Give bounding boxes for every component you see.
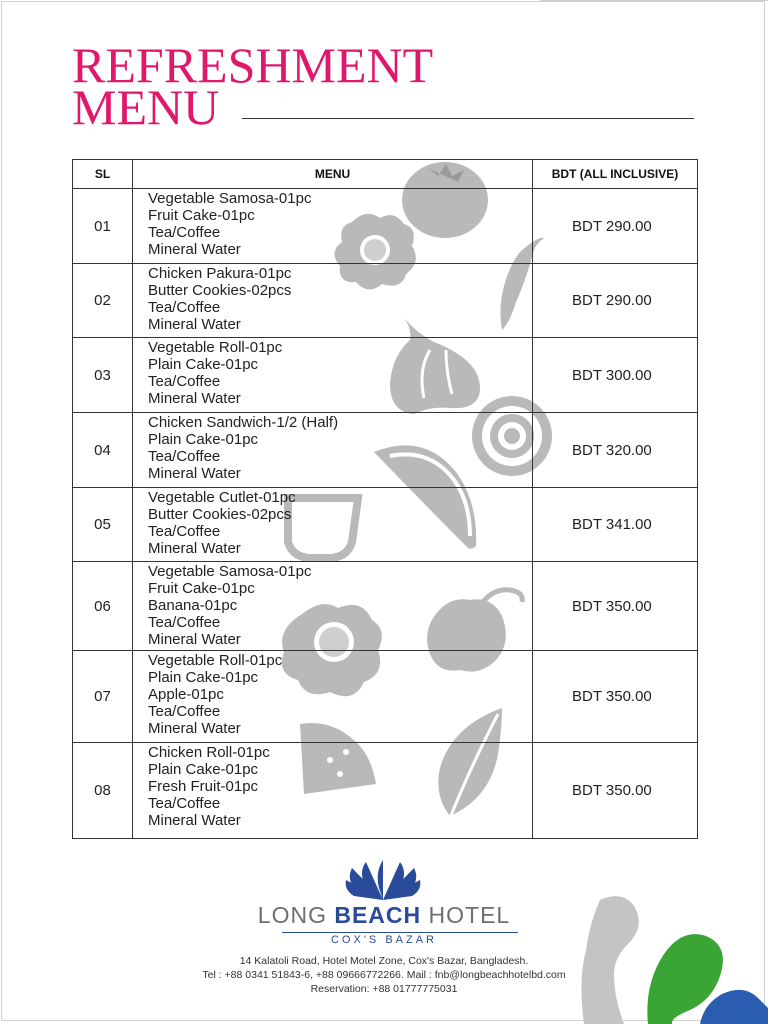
row-menu-items — [133, 189, 533, 264]
hotel-logo-shell-icon — [342, 860, 424, 902]
menu-item: Plain Cake-01pc — [148, 431, 259, 448]
header-price: BDT (ALL INCLUSIVE) — [533, 160, 698, 189]
table-row — [73, 562, 698, 651]
menu-item: Mineral Water — [148, 390, 241, 407]
table-row — [73, 651, 698, 743]
table-row — [73, 264, 698, 338]
row-menu-items — [133, 264, 533, 338]
title-line-1: REFRESHMENT — [72, 37, 434, 93]
menu-item: Tea/Coffee — [148, 448, 221, 465]
row-price: BDT 341.00 — [533, 488, 698, 562]
menu-item: Apple-01pc — [148, 686, 224, 703]
row-serial: 03 — [73, 338, 133, 413]
menu-item: Tea/Coffee — [148, 523, 221, 540]
table-row — [73, 189, 698, 264]
menu-item: Plain Cake-01pc — [148, 761, 259, 778]
row-price: BDT 300.00 — [533, 338, 698, 413]
refreshment-menu-table — [72, 159, 698, 839]
corner-line — [540, 0, 768, 1]
title-underline — [242, 118, 694, 119]
hotel-reservation: Reservation: +88 01777775031 — [310, 983, 458, 995]
menu-item: Tea/Coffee — [148, 224, 221, 241]
brand-divider — [282, 932, 518, 933]
row-menu-items — [133, 488, 533, 562]
menu-item: Mineral Water — [148, 540, 241, 557]
menu-item: Chicken Pakura-01pc — [148, 265, 292, 282]
menu-item: Banana-01pc — [148, 597, 238, 614]
hotel-address: 14 Kalatoli Road, Hotel Motel Zone, Cox's Bazar, Bangladesh. — [239, 955, 529, 967]
row-serial: 02 — [73, 264, 133, 338]
hotel-contact: Tel : +88 0341 51843-6, +88 09666772266. Mail : fnb@longbeachhotelbd.com — [202, 969, 566, 981]
row-price: BDT 320.00 — [533, 413, 698, 488]
title-line-2: MENU — [72, 79, 220, 135]
menu-item: Plain Cake-01pc — [148, 669, 259, 686]
hotel-brand-name — [0, 902, 768, 929]
table-header-row — [73, 160, 698, 189]
row-serial: 05 — [73, 488, 133, 562]
header-menu: MENU — [133, 160, 533, 189]
row-menu-items — [133, 743, 533, 839]
row-serial: 06 — [73, 562, 133, 651]
row-serial: 08 — [73, 743, 133, 839]
menu-item: Chicken Sandwich-1/2 (Half) — [148, 414, 339, 431]
menu-item: Mineral Water — [148, 631, 241, 648]
brand-beach: BEACH — [334, 902, 422, 928]
table-row — [73, 338, 698, 413]
menu-item: Vegetable Roll-01pc — [148, 339, 283, 356]
row-serial: 04 — [73, 413, 133, 488]
row-serial: 07 — [73, 651, 133, 743]
menu-item: Vegetable Cutlet-01pc — [148, 489, 296, 506]
table-row — [73, 413, 698, 488]
menu-item: Fresh Fruit-01pc — [148, 778, 259, 795]
menu-item: Tea/Coffee — [148, 795, 221, 812]
row-price: BDT 350.00 — [533, 743, 698, 839]
menu-item: Fruit Cake-01pc — [148, 580, 255, 597]
menu-item: Mineral Water — [148, 316, 241, 333]
menu-item: Mineral Water — [148, 465, 241, 482]
row-menu-items — [133, 338, 533, 413]
row-price: BDT 290.00 — [533, 264, 698, 338]
header-sl: SL — [73, 160, 133, 189]
row-price: BDT 290.00 — [533, 189, 698, 264]
menu-item: Mineral Water — [148, 812, 241, 829]
menu-item: Vegetable Roll-01pc — [148, 652, 283, 669]
menu-item: Mineral Water — [148, 720, 241, 737]
brand-hotel: HOTEL — [421, 902, 511, 928]
menu-item: Chicken Roll-01pc — [148, 744, 270, 761]
menu-item: Vegetable Samosa-01pc — [148, 190, 312, 207]
brand-long: LONG — [257, 902, 335, 928]
menu-item: Plain Cake-01pc — [148, 356, 259, 373]
menu-item: Tea/Coffee — [148, 299, 221, 316]
page-title — [72, 37, 434, 135]
hotel-location: COX'S BAZAR — [330, 934, 437, 946]
menu-item: Tea/Coffee — [148, 614, 221, 631]
row-menu-items — [133, 562, 533, 651]
menu-item: Mineral Water — [148, 241, 241, 258]
row-price: BDT 350.00 — [533, 651, 698, 743]
row-menu-items — [133, 413, 533, 488]
row-price: BDT 350.00 — [533, 562, 698, 651]
menu-item: Butter Cookies-02pcs — [148, 506, 292, 523]
menu-item: Fruit Cake-01pc — [148, 207, 255, 224]
row-menu-items — [133, 651, 533, 743]
row-serial: 01 — [73, 189, 133, 264]
menu-item: Tea/Coffee — [148, 703, 221, 720]
menu-item: Tea/Coffee — [148, 373, 221, 390]
menu-item: Butter Cookies-02pcs — [148, 282, 292, 299]
table-row — [73, 488, 698, 562]
menu-item: Vegetable Samosa-01pc — [148, 563, 312, 580]
table-row — [73, 743, 698, 839]
